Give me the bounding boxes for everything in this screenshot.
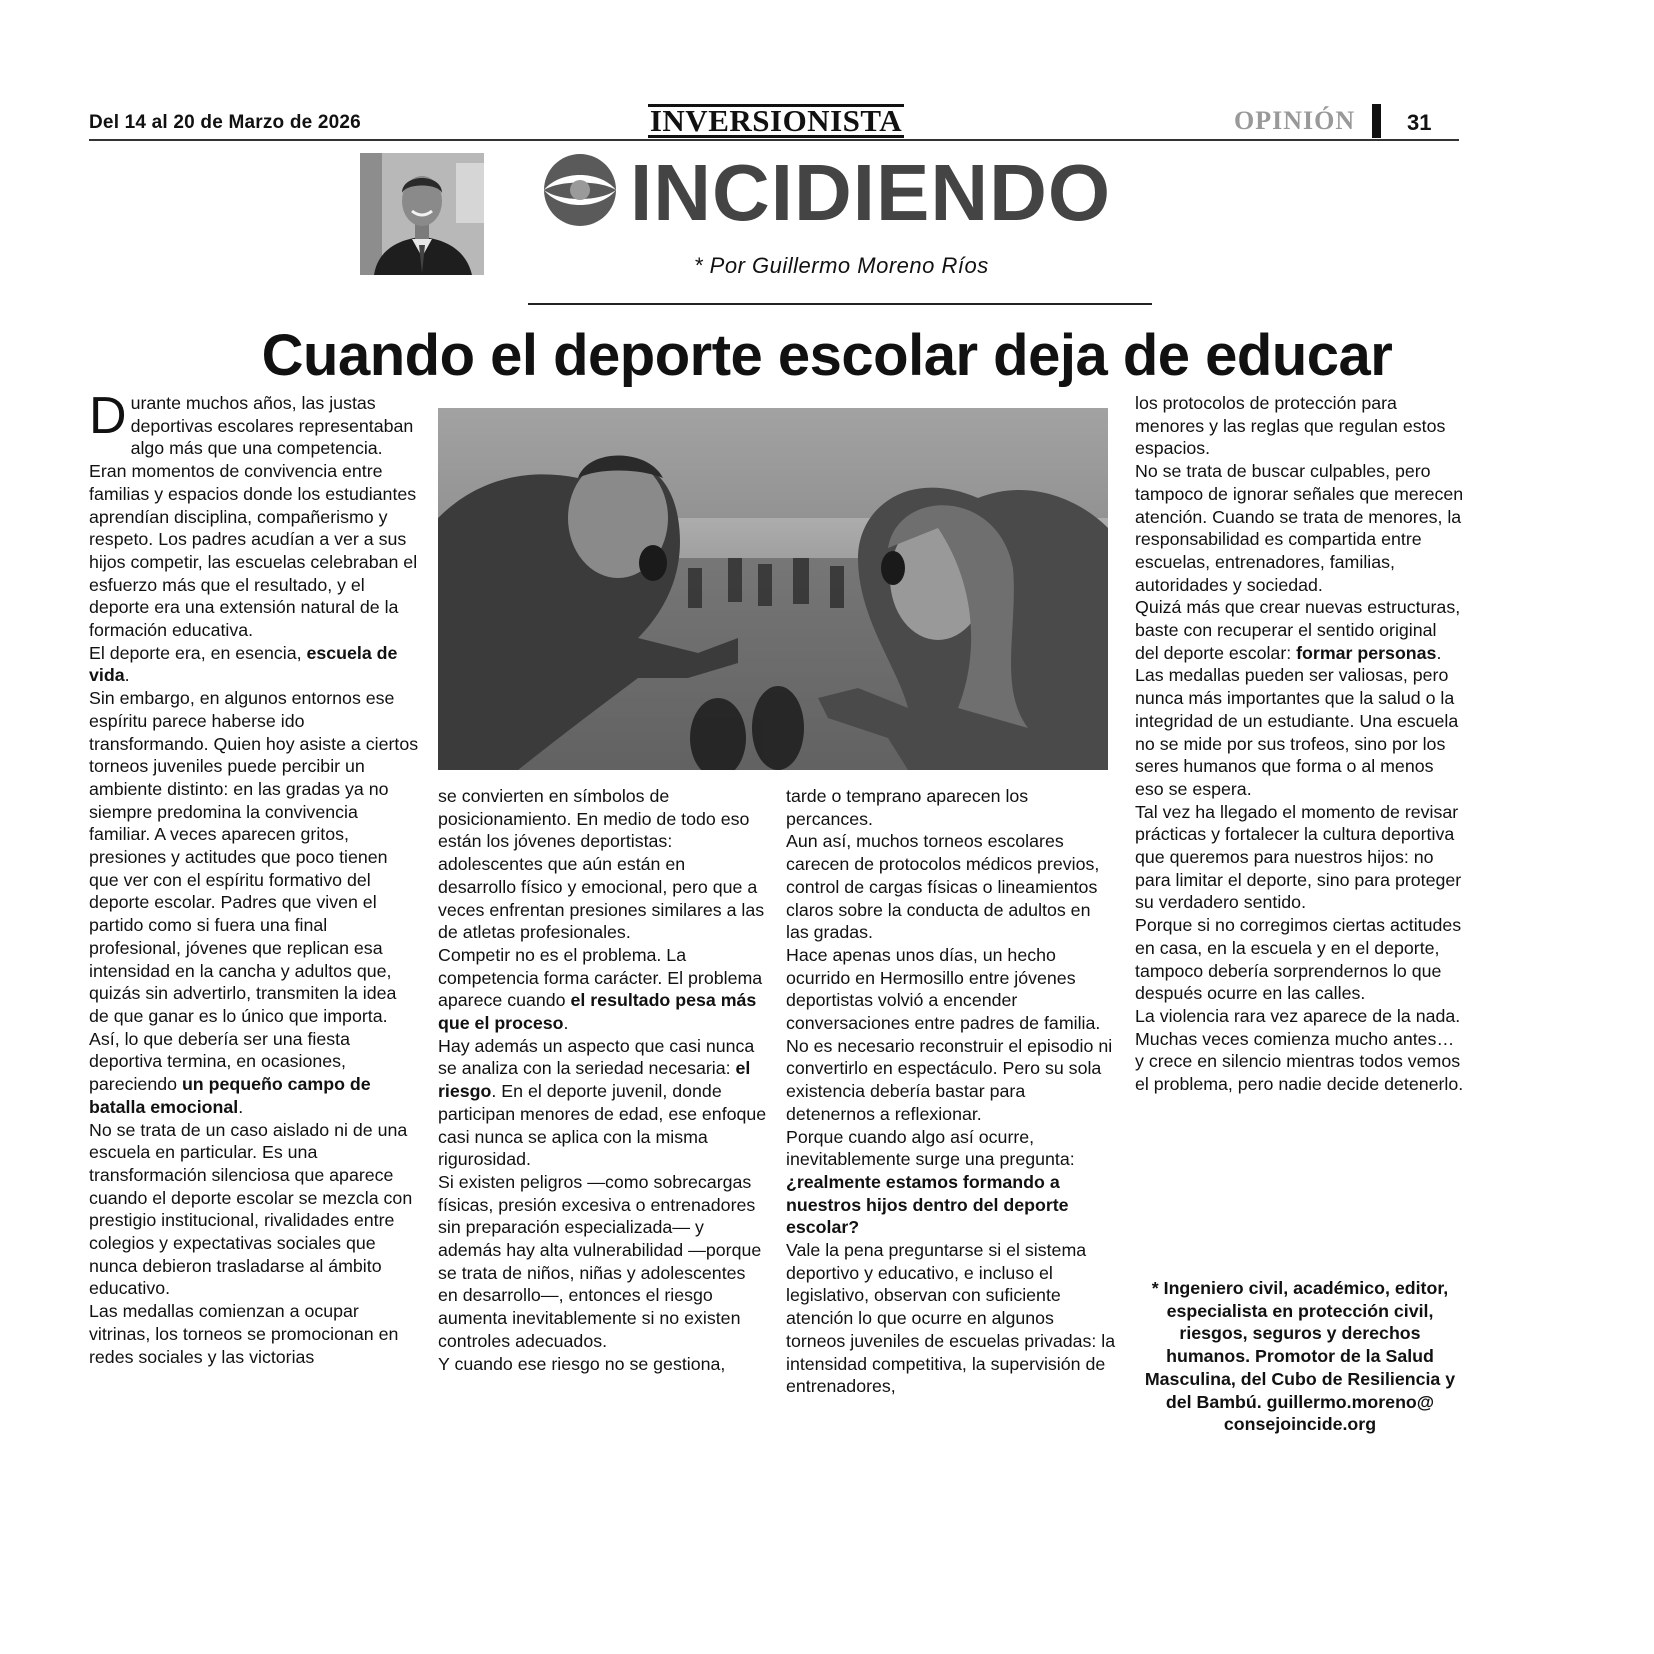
paragraph — [786, 785, 1116, 830]
paragraph — [438, 944, 768, 1035]
paragraph-text: . — [238, 1096, 244, 1117]
paragraph-text: Porque si no corregimos ciertas actitudes en casa, en la escuela y en el deporte, tampoco debería sorprendernos lo que después ocurre en las calles. — [1135, 915, 1462, 1004]
headline: Cuando el deporte escolar deja de educar — [261, 323, 1393, 388]
parents-arguing-image — [438, 408, 1108, 770]
paragraph — [1135, 801, 1465, 915]
paragraph-text: No se trata de buscar culpables, pero tampoco de ignorar señales que merecen atención. Cuando se trata de menores, la responsabilidad es compartida entre escuelas, entrenadores, familias, autoridades y sociedad. — [1135, 461, 1464, 595]
article-column-2 — [438, 785, 768, 1375]
author-note: * Ingeniero civil, académico, editor, especialista en protección civil, riesgos, seguros y derechos humanos. Promotor de la Salud Masculina, del Cubo de Resiliencia y del Bambú. guillermo.moreno@ consejoincide.org — [1144, 1278, 1456, 1435]
paragraph — [438, 1353, 768, 1376]
paragraph-text: Vale la pena preguntarse si el sistema deportivo y educativo, e incluso el legislativo, observan con suficiente atención lo que ocurre en algunos torneos juveniles de escuelas privadas: la intensidad competitiva, la supervisión de entrenadores, — [786, 1240, 1116, 1397]
paragraph — [438, 785, 768, 944]
article-photo — [438, 408, 1108, 770]
paragraph — [89, 1028, 419, 1119]
paragraph — [89, 1119, 419, 1301]
emphasis-text: un pequeño campo de batalla emocional — [89, 1074, 371, 1117]
paragraph-text: Quizá más que crear nuevas estructuras, baste con recuperar el sentido original del deporte escolar: — [1135, 597, 1461, 663]
paragraph-text: . En el deporte juvenil, donde participan menores de edad, ese enfoque casi nunca se aplica con la misma rigurosidad. — [438, 1081, 767, 1170]
paragraph — [1135, 664, 1465, 800]
paragraph-text: Las medallas comienzan a ocupar vitrinas, los torneos se promocionan en redes sociales y las victorias — [89, 1301, 399, 1367]
paragraph — [89, 1300, 419, 1368]
drop-cap: D — [89, 387, 127, 445]
author-photo — [360, 153, 484, 275]
paragraph — [786, 1239, 1116, 1398]
author-portrait-image — [360, 153, 484, 275]
paragraph-text: Competir no es el problema. La competencia forma carácter. El problema aparece cuando — [438, 944, 763, 1011]
paragraph-text: . — [563, 1013, 569, 1034]
incidiendo-emblem-icon — [540, 150, 620, 230]
paragraph-text: Y cuando ese riesgo no se gestiona, — [438, 1353, 726, 1374]
paragraph-text: Muchas veces comienza mucho antes… y crece en silencio mientras todos vemos el problema, pero nadie decide detenerlo. — [1135, 1028, 1464, 1095]
byline: * Por Guillermo Moreno Ríos — [694, 253, 989, 278]
publication-name: INVERSIONISTA — [649, 103, 903, 138]
section-name: OPINIÓN — [1234, 106, 1356, 135]
article-column-3 — [786, 785, 1116, 1398]
paragraph — [438, 1171, 768, 1353]
byline-rule — [528, 303, 1152, 305]
page-number: 31 — [1407, 110, 1432, 135]
publication-logo — [648, 104, 904, 138]
issue-date: Del 14 al 20 de Marzo de 2026 — [89, 112, 361, 133]
paragraph — [1135, 1028, 1465, 1096]
paragraph-text: Hay además un aspecto que casi nunca se analiza con la seriedad necesaria: — [438, 1035, 755, 1079]
paragraph-text: . — [1436, 642, 1442, 663]
emphasis-text: el riesgo — [438, 1058, 751, 1102]
paragraph — [786, 944, 1116, 1126]
paragraph — [786, 1126, 1116, 1240]
column-title: INCIDIENDO — [630, 148, 1112, 237]
paragraph-text: . — [124, 665, 130, 686]
article-column-1 — [89, 387, 419, 1368]
paragraph — [438, 1035, 768, 1171]
section-divider-bar — [1372, 104, 1381, 138]
emphasis-text: ¿realmente estamos formando a nuestros hijos dentro del deporte escolar? — [786, 1171, 1069, 1238]
article-column-4 — [1135, 392, 1465, 1096]
header-rule — [89, 139, 1459, 141]
paragraph-text: Si existen peligros —como sobrecargas físicas, presión excesiva o entrenadores sin preparación especializada— y además hay alta vulnerabilidad —porque se trata de niños, niñas y adolescentes en desarrollo—, entonces el riesgo aumenta inevitablemente si no existen controles adecuados. — [438, 1171, 762, 1351]
paragraph-text: tarde o temprano aparecen los percances. — [786, 786, 1029, 829]
paragraph — [786, 830, 1116, 944]
paragraph — [1135, 596, 1465, 664]
paragraph-text: se convierten en símbolos de posicionamiento. En medio de todo eso están los jóvenes deportistas: adolescentes que aún están en desarrollo físico y emocional, pero que a veces enfrentan presiones similares a las de atletas profesionales. — [438, 786, 765, 943]
paragraph-text: Las medallas pueden ser valiosas, pero nunca más importantes que la salud o la integridad de un estudiante. Una escuela no se mide por sus trofeos, sino por los seres humanos que forma o al menos eso se espera. — [1135, 665, 1459, 799]
paragraph-text: Así, lo que debería ser una fiesta deportiva termina, en ocasiones, pareciendo — [89, 1028, 350, 1095]
paragraph-text: Tal vez ha llegado el momento de revisar prácticas y fortalecer la cultura deportiva que queremos para nuestros hijos: no para limitar el deporte, sino para proteger su verdadero sentido. — [1135, 801, 1462, 913]
paragraph-text: los protocolos de protección para menores y las reglas que regulan estos espacios. — [1135, 393, 1446, 459]
paragraph — [89, 387, 419, 642]
paragraph — [1135, 460, 1465, 596]
paragraph-text: Aun así, muchos torneos escolares carecen de protocolos médicos previos, control de cargas físicas o lineamientos claros sobre la conducta de adultos en las gradas. — [786, 831, 1100, 943]
paragraph-text: Sin embargo, en algunos entornos ese espíritu parece haberse ido transformando. Quien hoy asiste a ciertos torneos juveniles puede percibir un ambiente distinto: en las gradas ya no siempre predomina la convivencia familiar. A veces aparecen gritos, presiones y actitudes que poco tienen que ver con el espíritu formativo del deporte escolar. Padres que viven el partido como si fuera una final profesional, jóvenes que replican esa intensidad en la cancha y adultos que, quizás sin advertirlo, transmiten la idea de que ganar es lo único que importa. — [89, 688, 419, 1026]
paragraph-text: La violencia rara vez aparece de la nada. — [1135, 1005, 1461, 1026]
emphasis-text: el resultado pesa más que el proceso — [438, 990, 757, 1034]
paragraph-text: Hace apenas unos días, un hecho ocurrido en Hermosillo entre jóvenes deportistas volvió a encender conversaciones entre padres de familia. No es necesario reconstruir el episodio ni convertirlo en espectáculo. Pero su sola existencia debería bastar para detenernos a reflexionar. — [786, 944, 1113, 1124]
paragraph-text: urante muchos años, las justas deportivas escolares representaban algo más que una competencia. Eran momentos de convivencia entre familias y espacios donde los estudiantes aprendían disciplina, compañerismo y respeto. Los padres acudían a ver a sus hijos competir, las escuelas celebraban el esfuerzo más que el resultado, y el deporte era una extensión natural de la formación educativa. — [89, 393, 418, 641]
paragraph-text: No se trata de un caso aislado ni de una escuela en particular. Es una transformación silenciosa que aparece cuando el deporte escolar se mezcla con prestigio institucional, rivalidades entre colegios y expectativas sociales que nunca debieron trasladarse al ámbito educativo. — [89, 1119, 413, 1299]
paragraph — [1135, 1005, 1465, 1028]
paragraph — [1135, 392, 1465, 460]
paragraph — [1135, 914, 1465, 1005]
paragraph-text: El deporte era, en esencia, — [89, 642, 307, 663]
emphasis-text: escuela de vida — [89, 642, 398, 686]
paragraph — [89, 687, 419, 1028]
paragraph — [89, 642, 419, 687]
emphasis-text: formar personas — [1296, 642, 1437, 663]
paragraph-text: Porque cuando algo así ocurre, inevitablemente surge una pregunta: — [786, 1126, 1075, 1170]
